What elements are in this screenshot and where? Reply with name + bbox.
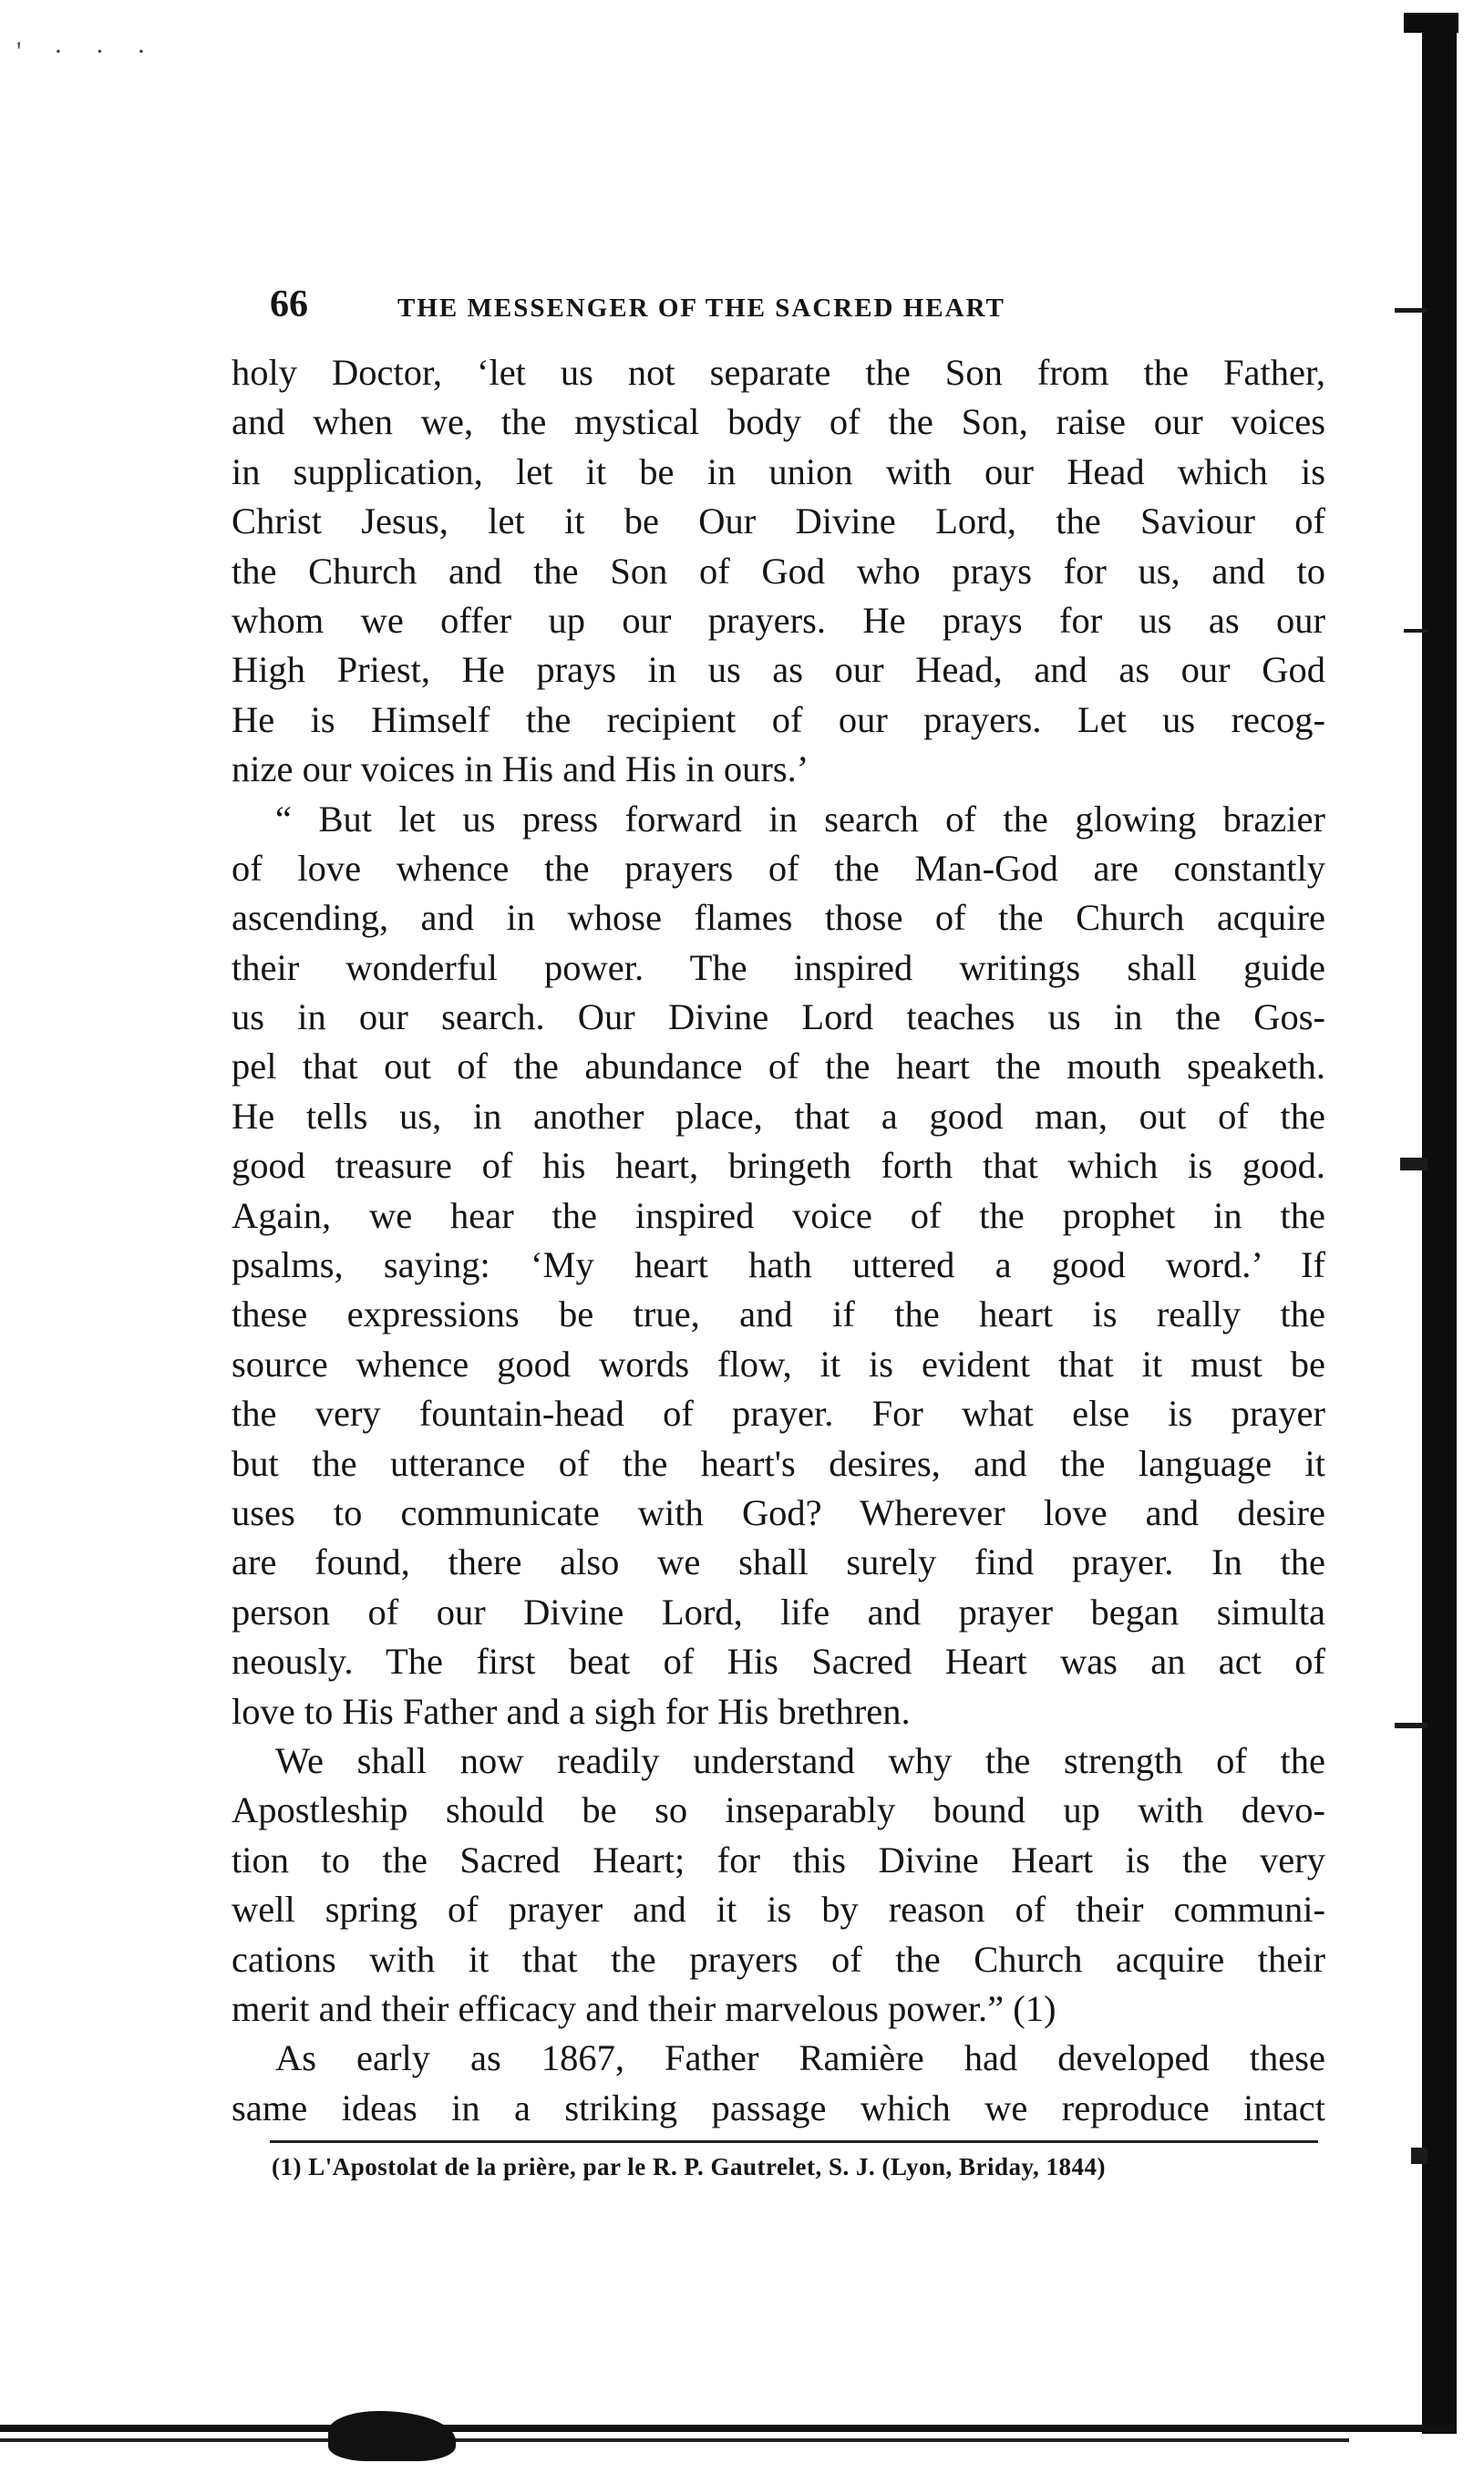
text-line: the Church and the Son of God who prays for us, and to <box>232 550 1325 592</box>
text-line: uses to communicate with God? Wherever love and desire <box>232 1491 1325 1533</box>
text-line: good treasure of his heart, bringeth forth that which is good. <box>232 1145 1325 1187</box>
text-line: in supplication, let it be in union with our Head which is <box>232 450 1325 492</box>
text-line: As early as 1867, Father Ramière had developed these <box>275 2037 1325 2079</box>
scan-edge-tick <box>1400 1158 1427 1170</box>
text-line: Again, we hear the inspired voice of the prophet in the <box>232 1194 1325 1236</box>
scan-edge-right <box>1422 27 1457 2434</box>
text-line: psalms, saying: ‘My heart hath uttered a good word.’ If <box>232 1244 1325 1286</box>
text-line: cations with it that the prayers of the Church acquire their <box>232 1938 1325 1980</box>
text-line: merit and their efficacy and their marvelous power.” (1) <box>232 1987 1056 2029</box>
text-line: holy Doctor, ‘let us not separate the Son from the Father, <box>232 352 1325 393</box>
text-line: love to His Father and a sigh for His brethren. <box>232 1690 911 1732</box>
text-line: their wonderful power. The inspired writings shall guide <box>232 946 1325 988</box>
text-line: He tells us, in another place, that a good man, out of the <box>232 1095 1325 1137</box>
text-line: tion to the Sacred Heart; for this Divine Heart is the very <box>232 1839 1325 1881</box>
page-number: 66 <box>270 283 308 325</box>
text-line: the very fountain-head of prayer. For what else is prayer <box>232 1393 1325 1435</box>
scan-edge-bottom-inner <box>0 2438 1349 2442</box>
text-line: High Priest, He prays in us as our Head, and as our God <box>232 649 1325 691</box>
text-line: “ But let us press forward in search of the glowing brazier <box>275 798 1325 840</box>
footnote-rule <box>270 2140 1318 2143</box>
scan-edge-tick <box>1411 2148 1427 2164</box>
body-text <box>232 348 1325 2133</box>
text-line: these expressions be true, and if the heart is really the <box>232 1293 1325 1335</box>
text-line: Apostleship should be so inseparably bound up with devo- <box>232 1789 1325 1831</box>
text-line: pel that out of the abundance of the heart the mouth speaketh. <box>232 1046 1325 1087</box>
text-line: nize our voices in His and His in ours.’ <box>232 748 809 790</box>
text-line: source whence good words flow, it is evident that it must be <box>232 1343 1325 1385</box>
text-line: We shall now readily understand why the strength of the <box>275 1739 1325 1781</box>
text-line: person of our Divine Lord, life and prayer began simulta <box>232 1591 1325 1633</box>
scan-edge-tick <box>1395 1723 1427 1728</box>
text-line: Christ Jesus, let it be Our Divine Lord, the Saviour of <box>232 500 1325 542</box>
text-line: are found, there also we shall surely find prayer. In the <box>232 1541 1325 1583</box>
text-line: whom we offer up our prayers. He prays for us as our <box>232 599 1325 641</box>
text-line: well spring of prayer and it is by reason of their communi- <box>232 1889 1325 1931</box>
text-line: and when we, the mystical body of the Son, raise our voices <box>232 401 1325 443</box>
text-line: He is Himself the recipient of our prayers. Let us recog- <box>232 698 1325 740</box>
scan-edge-bottom-blob <box>328 2411 456 2461</box>
scan-edge-tick <box>1404 629 1427 633</box>
running-head: THE MESSENGER OF THE SACRED HEART <box>397 294 1005 323</box>
page-header <box>270 283 1327 328</box>
text-line: us in our search. Our Divine Lord teaches us in the Gos- <box>232 996 1325 1038</box>
text-line: but the utterance of the heart's desires, and the language it <box>232 1442 1325 1484</box>
text-line: ascending, and in whose flames those of the Church acquire <box>232 897 1325 939</box>
text-line: of love whence the prayers of the Man-God are constantly <box>232 847 1325 889</box>
text-line: same ideas in a striking passage which we reproduce intact <box>232 2087 1325 2128</box>
scan-edge-tick <box>1395 308 1427 313</box>
scan-edge-bottom <box>0 2425 1457 2432</box>
footnote: (1) L'Apostolat de la prière, par le R. P. Gautrelet, S. J. (Lyon, Briday, 1844) <box>272 2153 1106 2180</box>
scan-specks: ' · · · <box>16 36 159 67</box>
text-line: neously. The first beat of His Sacred Heart was an act of <box>232 1641 1325 1683</box>
